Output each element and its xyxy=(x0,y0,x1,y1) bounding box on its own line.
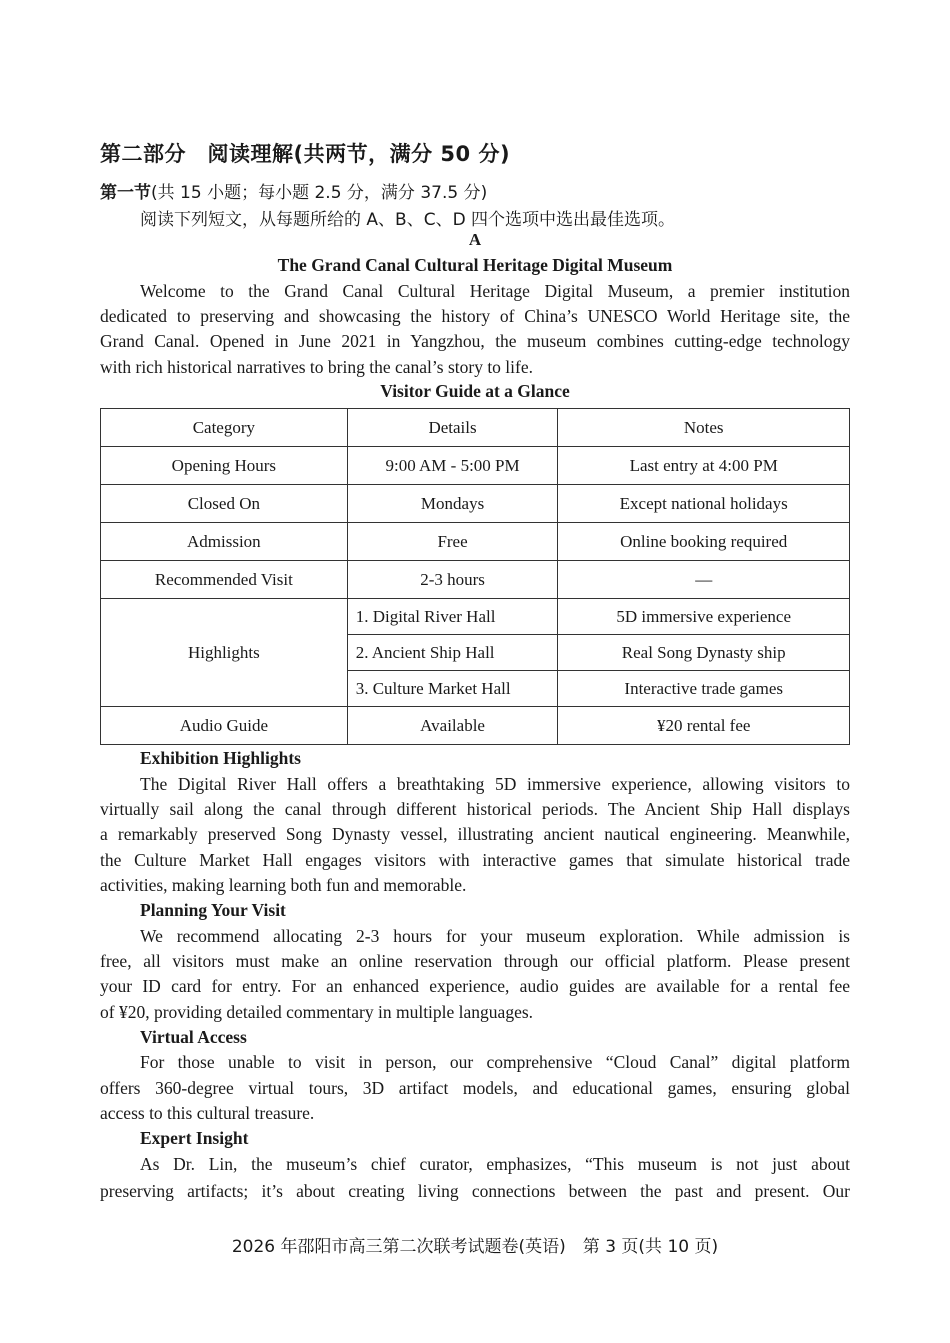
table-cell: Audio Guide xyxy=(101,707,348,745)
table-cell: — xyxy=(558,561,850,599)
table-cell: Online booking required xyxy=(558,523,850,561)
instructions: 阅读下列短文，从每题所给的 A、B、C、D 四个选项中选出最佳选项。 xyxy=(140,210,676,230)
intro-line: Welcome to the Grand Canal Cultural Heritage Digital Museum, a premier institution xyxy=(140,281,850,301)
table-cell: Closed On xyxy=(101,485,348,523)
part-title: 第二部分 阅读理解(共两节，满分 50 分) xyxy=(100,142,511,166)
section-label: 第一节 xyxy=(100,183,151,203)
body-line: your ID card for entry. For an enhanced experience, audio guides are available for a rental fee xyxy=(100,976,850,996)
body-line: a remarkably preserved Song Dynasty vessel, illustrating ancient nautical engineering. Meanwhile, xyxy=(100,824,850,844)
body-line: The Digital River Hall offers a breathtaking 5D immersive experience, allowing visitors to xyxy=(140,774,850,794)
table-cell: 5D immersive experience xyxy=(558,599,850,635)
table-row xyxy=(101,485,850,523)
table-cell: ¥20 rental fee xyxy=(558,707,850,745)
table-cell: 2. Ancient Ship Hall xyxy=(347,635,558,671)
table-cell: Recommended Visit xyxy=(101,561,348,599)
table-cell: Last entry at 4:00 PM xyxy=(558,447,850,485)
section-heading: Virtual Access xyxy=(140,1027,247,1047)
body-line: virtually sail along the canal through different historical periods. The Ancient Ship Hall displays xyxy=(100,799,850,819)
intro-line: dedicated to preserving and showcasing the history of China’s UNESCO World Heritage site, the xyxy=(100,306,850,326)
table-cell: Free xyxy=(347,523,558,561)
page-footer: 2026 年邵阳市高三第二次联考试题卷(英语) 第 3 页(共 10 页) xyxy=(231,1237,719,1257)
body-line: the Culture Market Hall engages visitors with interactive games that simulate historical trade xyxy=(100,850,850,870)
body-line: access to this cultural treasure. xyxy=(100,1103,315,1123)
table-cell: 2-3 hours xyxy=(347,561,558,599)
header-cell: Notes xyxy=(558,409,850,447)
table-cell: Real Song Dynasty ship xyxy=(558,635,850,671)
header-cell: Details xyxy=(347,409,558,447)
table-cell: Opening Hours xyxy=(101,447,348,485)
table-row xyxy=(101,561,850,599)
section-title xyxy=(100,178,850,203)
section-heading: Exhibition Highlights xyxy=(140,748,301,768)
passage-title: The Grand Canal Cultural Heritage Digital Museum xyxy=(277,255,673,275)
highlights-label-cell: Highlights xyxy=(101,599,348,707)
body-line: For those unable to visit in person, our comprehensive “Cloud Canal” digital platform xyxy=(140,1052,850,1072)
table-cell: 3. Culture Market Hall xyxy=(347,671,558,707)
table-row xyxy=(101,599,850,635)
intro-line: with rich historical narratives to bring the canal’s story to life. xyxy=(100,357,534,377)
table-row xyxy=(101,447,850,485)
body-line: As Dr. Lin, the museum’s chief curator, emphasizes, “This museum is not just about xyxy=(140,1154,850,1174)
body-line: We recommend allocating 2-3 hours for your museum exploration. While admission is xyxy=(140,926,850,946)
table-cell: 9:00 AM - 5:00 PM xyxy=(347,447,558,485)
intro-line: Grand Canal. Opened in June 2021 in Yangzhou, the museum combines cutting-edge technology xyxy=(100,331,850,351)
header-cell: Category xyxy=(101,409,348,447)
body-line: activities, making learning both fun and memorable. xyxy=(100,875,467,895)
body-line: offers 360-degree virtual tours, 3D artifact models, and educational games, ensuring global xyxy=(100,1078,850,1098)
table-cell: Available xyxy=(347,707,558,745)
table-row xyxy=(101,707,850,745)
body-line: of ¥20, providing detailed commentary in multiple languages. xyxy=(100,1002,534,1022)
body-line: free, all visitors must make an online reservation through our official platform. Please present xyxy=(100,951,850,971)
body-line: preserving artifacts; it’s about creating living connections between the past and present. Our xyxy=(100,1181,850,1201)
table-cell: Mondays xyxy=(347,485,558,523)
table-row xyxy=(101,523,850,561)
table-caption: Visitor Guide at a Glance xyxy=(380,381,570,401)
table-cell: 1. Digital River Hall xyxy=(347,599,558,635)
section-heading: Expert Insight xyxy=(140,1128,249,1148)
section-note: (共 15 小题；每小题 2.5 分，满分 37.5 分) xyxy=(151,183,488,203)
visitor-guide-table xyxy=(100,408,850,745)
table-cell: Admission xyxy=(101,523,348,561)
table-header-row xyxy=(101,409,850,447)
table-cell: Interactive trade games xyxy=(558,671,850,707)
section-heading: Planning Your Visit xyxy=(140,900,286,920)
passage-letter: A xyxy=(468,230,482,249)
table-cell: Except national holidays xyxy=(558,485,850,523)
